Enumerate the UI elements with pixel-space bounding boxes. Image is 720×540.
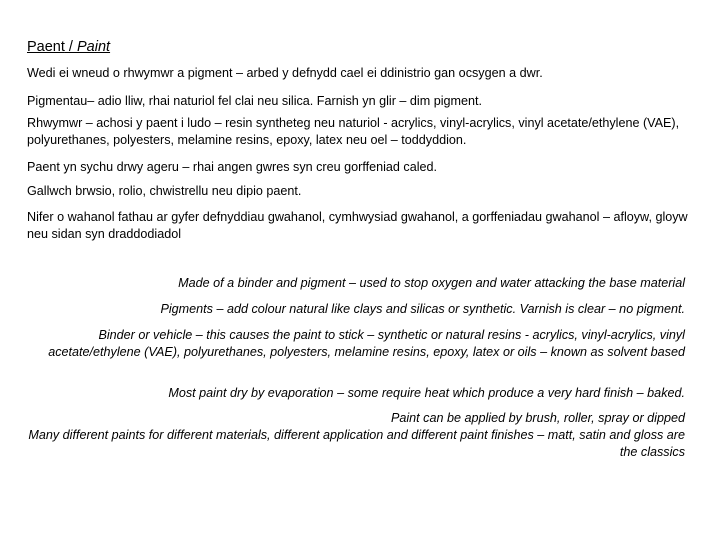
english-paragraph-text: Paint can be applied by brush, roller, spray or dipped	[390, 411, 685, 425]
title-welsh: Paent	[27, 39, 65, 55]
welsh-paragraph-text: Paent yn sychu drwy ageru – rhai angen gwres syn creu gorffeniad caled.	[27, 160, 438, 174]
english-paragraph-text: Made of a binder and pigment – used to stop oxygen and water attacking the base material	[178, 276, 685, 290]
english-paragraph	[15, 385, 685, 402]
english-paragraph	[15, 410, 685, 427]
page-title	[27, 38, 110, 56]
english-paragraph	[15, 327, 685, 361]
english-paragraph-text: Pigments – add colour natural like clays and silicas or synthetic. Varnish is clear – no pigment.	[160, 302, 685, 316]
welsh-paragraph-text: Wedi ei wneud o rhwymwr a pigment – arbed y defnydd cael ei ddinistrio gan ocsygen a dwr.	[27, 66, 543, 80]
welsh-paragraph	[27, 93, 699, 110]
english-paragraph	[15, 275, 685, 292]
welsh-paragraph	[27, 209, 699, 243]
welsh-paragraph-text: Nifer o wahanol fathau ar gyfer defnyddiau gwahanol, cymhwysiad gwahanol, a gorffeniadau gwahanol – afloyw, gloyw neu sidan syn draddodiadol	[27, 210, 688, 241]
english-paragraph-text: Binder or vehicle – this causes the paint to stick – synthetic or natural resins - acrylics, vinyl-acrylics, vinyl acetate/ethylene (VAE), polyurethanes, polyesters, melamine resins, epoxy, latex or oils – known as solvent based	[48, 328, 685, 359]
welsh-paragraph	[27, 65, 699, 82]
welsh-paragraph	[27, 159, 699, 176]
welsh-paragraph-text: Rhwymwr – achosi y paent i ludo – resin syntheteg neu naturiol - acrylics, vinyl-acrylics, vinyl acetate/ethylene (VAE), polyurethanes, polyesters, melamine resins, epoxy, latex neu oel – toddyddion.	[27, 116, 680, 147]
english-paragraph	[15, 427, 685, 461]
title-separator: /	[64, 39, 77, 55]
english-paragraph	[15, 301, 685, 318]
welsh-paragraph	[27, 115, 699, 149]
welsh-paragraph-text: Gallwch brwsio, rolio, chwistrellu neu dipio paent.	[27, 184, 302, 198]
title-english: Paint	[77, 39, 111, 55]
english-paragraph-text: Many different paints for different materials, different application and different paint finishes – matt, satin and gloss are the classics	[28, 428, 685, 459]
english-paragraph-text: Most paint dry by evaporation – some require heat which produce a very hard finish – baked.	[168, 386, 685, 400]
welsh-paragraph-text: Pigmentau– adio lliw, rhai naturiol fel clai neu silica. Farnish yn glir – dim pigment.	[27, 94, 482, 108]
welsh-paragraph	[27, 183, 699, 200]
